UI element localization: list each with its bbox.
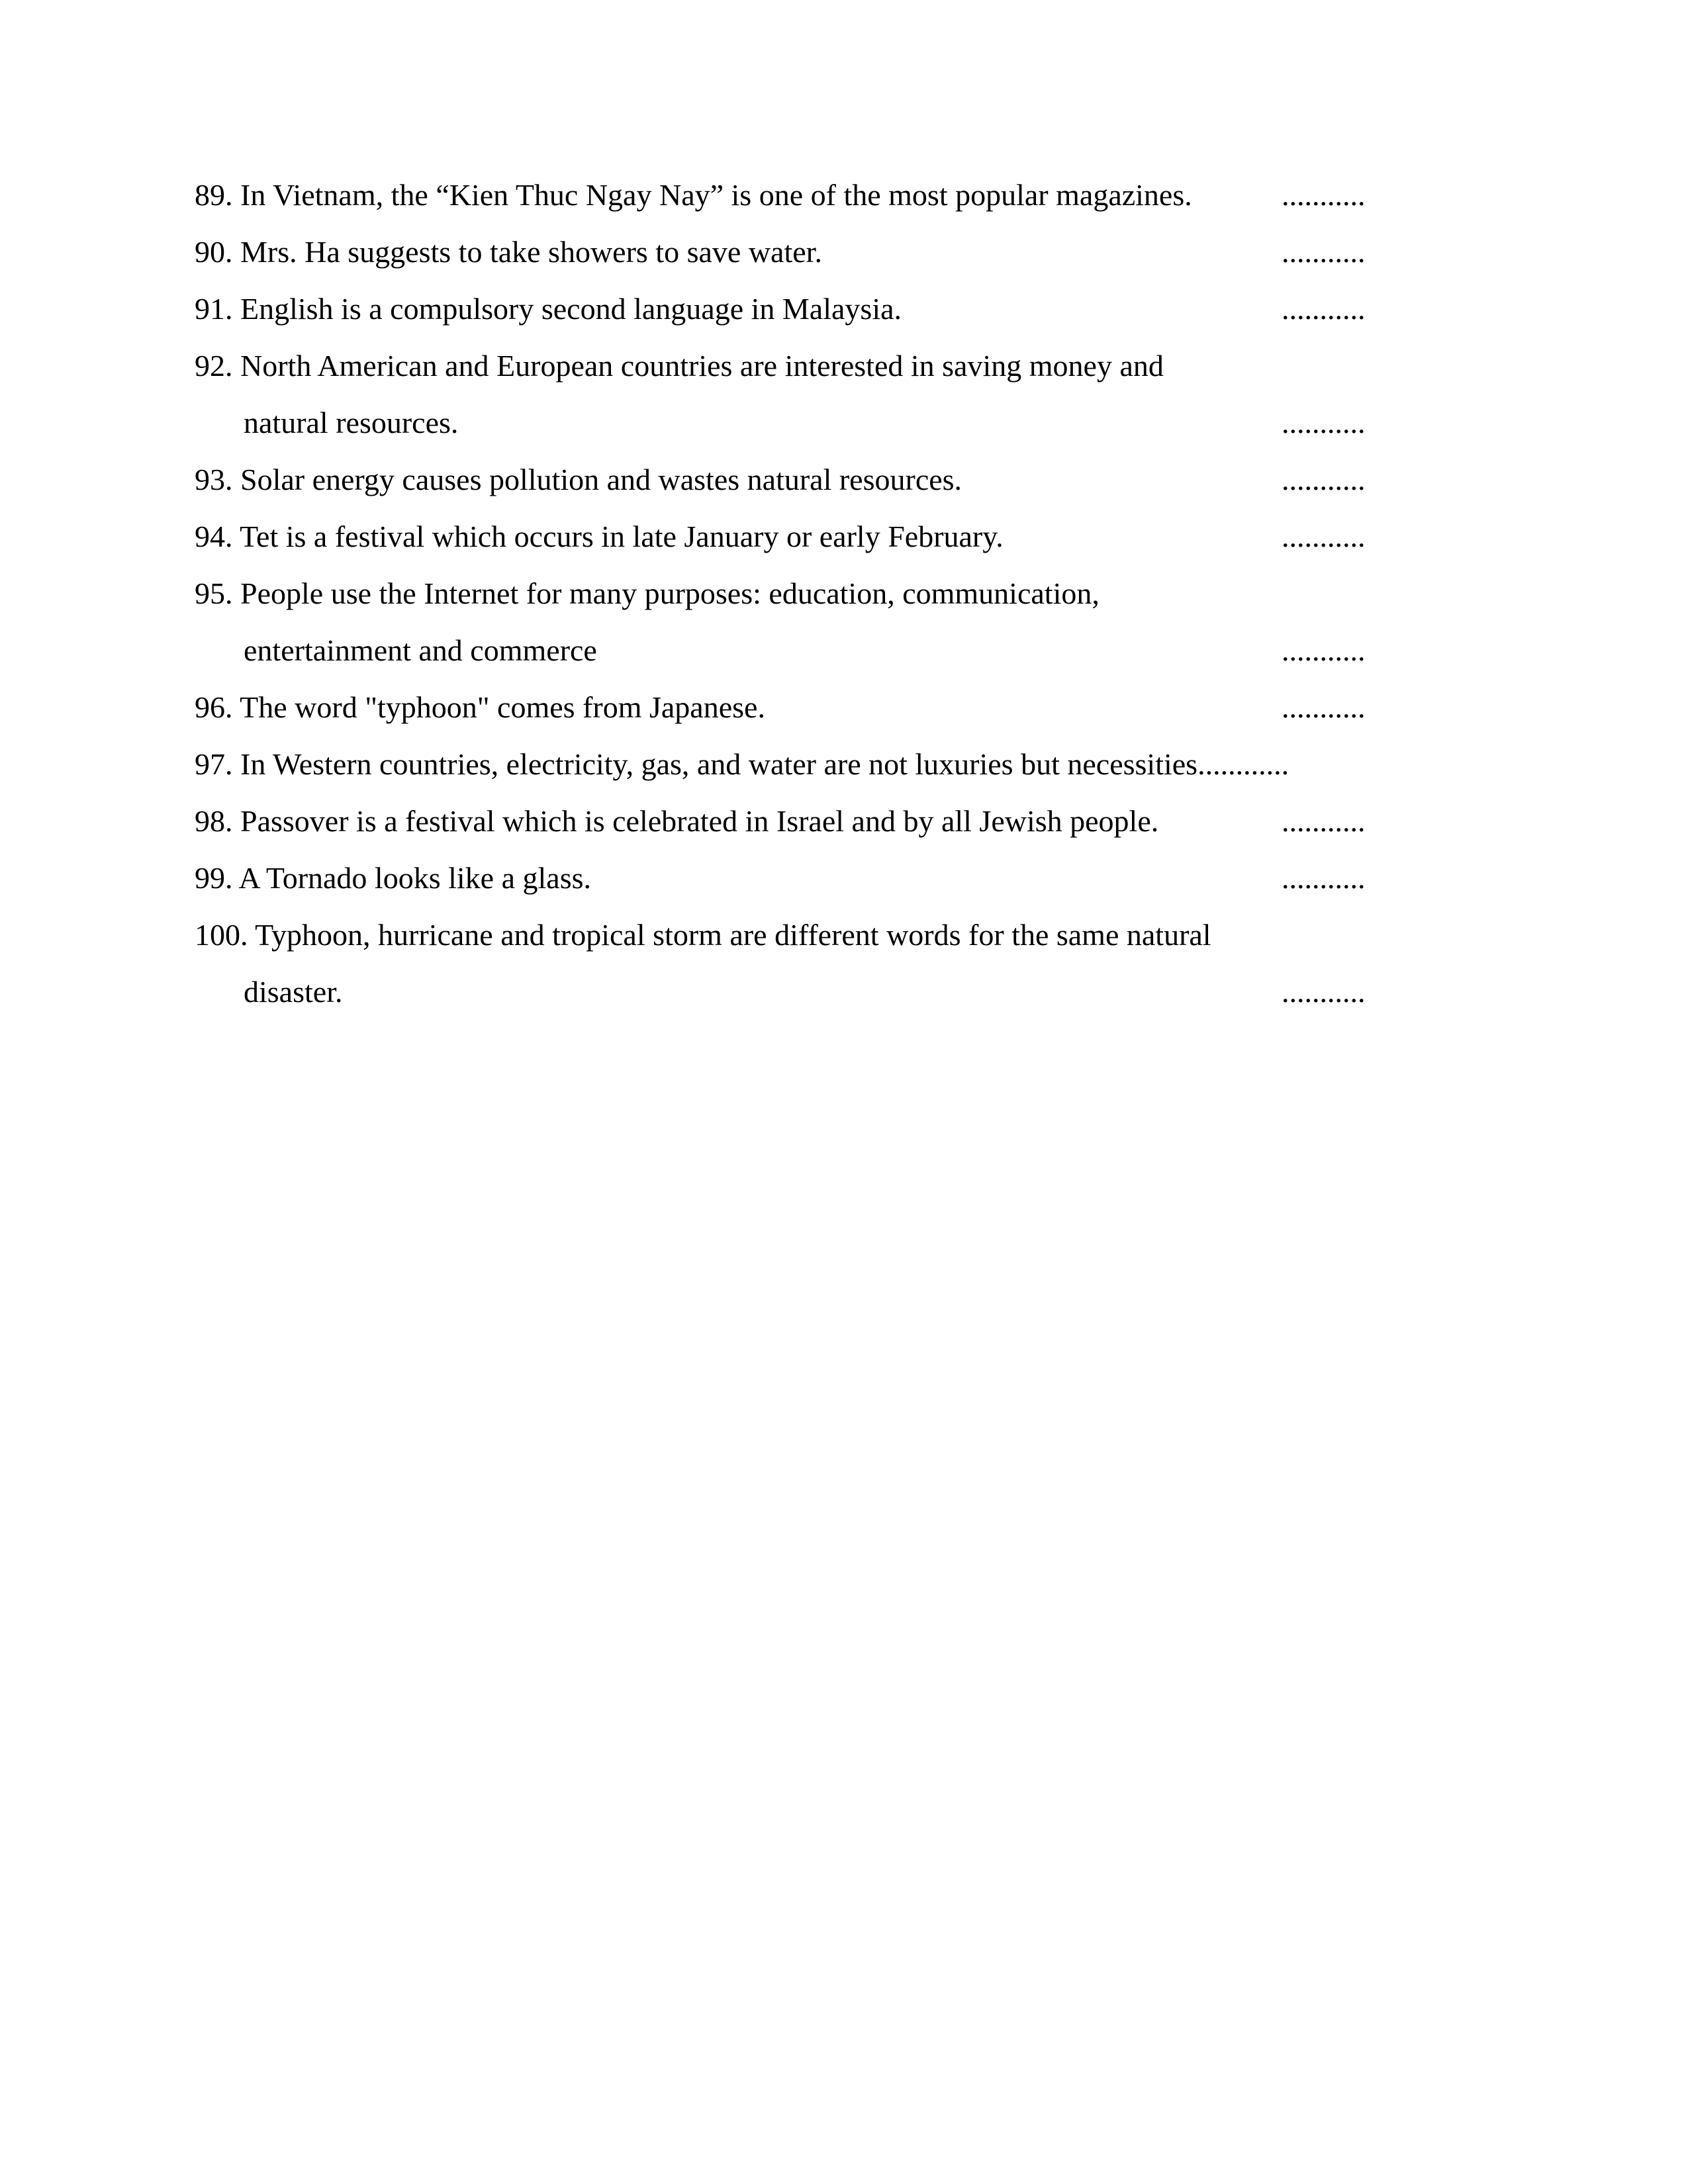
- answer-blank: ...........: [1282, 463, 1366, 496]
- statement-text: 89. In Vietnam, the “Kien Thuc Ngay Nay” is one of the most popular magazines.: [195, 178, 1192, 212]
- statement-100-continued: [195, 964, 1410, 1021]
- statement-90: [195, 224, 1410, 281]
- statement-text: 100. Typhoon, hurricane and tropical storm are different words for the same natural: [195, 918, 1211, 952]
- statement-text: 96. The word "typhoon" comes from Japanese.: [195, 690, 765, 724]
- statement-list: [195, 167, 1410, 1021]
- statement-text: 92. North American and European countries are interested in saving money and: [195, 349, 1164, 383]
- statement-text: 98. Passover is a festival which is celebrated in Israel and by all Jewish people.: [195, 804, 1159, 838]
- statement-text: 94. Tet is a festival which occurs in late January or early February.: [195, 520, 1004, 553]
- statement-100: [195, 907, 1410, 964]
- answer-blank: ...........: [1282, 975, 1366, 1009]
- answer-blank: ...........: [1282, 804, 1366, 838]
- statement-text-continued: natural resources.: [244, 406, 459, 439]
- statement-92: [195, 338, 1410, 394]
- answer-blank: ...........: [1282, 235, 1366, 269]
- statement-99: [195, 850, 1410, 907]
- statement-91: [195, 281, 1410, 338]
- statement-text-continued: disaster.: [244, 975, 343, 1009]
- statement-96: [195, 679, 1410, 736]
- answer-blank: ...........: [1282, 861, 1366, 895]
- statement-text: 90. Mrs. Ha suggests to take showers to save water.: [195, 235, 822, 269]
- statement-text: 93. Solar energy causes pollution and wastes natural resources.: [195, 463, 962, 496]
- statement-98: [195, 793, 1410, 850]
- answer-blank: ............: [1197, 747, 1289, 781]
- statement-92-continued: [195, 394, 1410, 451]
- statement-text: 91. English is a compulsory second language in Malaysia.: [195, 292, 902, 326]
- statement-text-continued: entertainment and commerce: [244, 633, 597, 667]
- statement-text: 95. People use the Internet for many purposes: education, communication,: [195, 576, 1100, 610]
- statement-97: [195, 736, 1410, 793]
- answer-blank: ...........: [1282, 178, 1366, 212]
- statement-94: [195, 508, 1410, 565]
- answer-blank: ...........: [1282, 292, 1366, 326]
- answer-blank: ...........: [1282, 690, 1366, 724]
- answer-blank: ...........: [1282, 520, 1366, 553]
- answer-blank: ...........: [1282, 633, 1366, 667]
- statement-95-continued: [195, 622, 1410, 679]
- answer-blank: ...........: [1282, 406, 1366, 439]
- statement-95: [195, 565, 1410, 622]
- statement-89: [195, 167, 1410, 224]
- statement-text: 97. In Western countries, electricity, gas, and water are not luxuries but necessities: [195, 747, 1198, 781]
- statement-text: 99. A Tornado looks like a glass.: [195, 861, 592, 895]
- statement-93: [195, 451, 1410, 508]
